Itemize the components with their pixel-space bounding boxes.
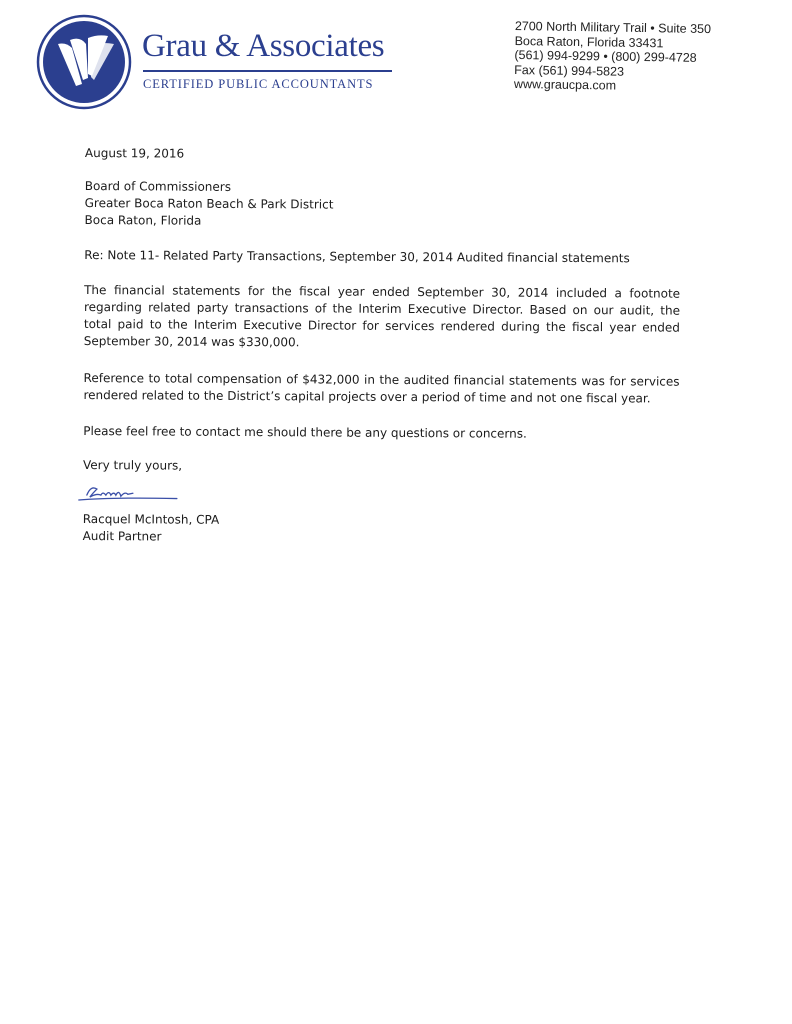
- address-line-city: Boca Raton, Florida 33431: [514, 33, 664, 50]
- body-paragraph: Please feel free to contact me should there be any questions or concerns.: [83, 423, 527, 441]
- recipient-block: [84, 178, 333, 231]
- address-line-phone: (561) 994-9299 • (800) 299-4728: [514, 47, 697, 65]
- firm-logo-icon: [36, 14, 132, 110]
- recipient-line: Boca Raton, Florida: [84, 212, 202, 228]
- firm-name: Grau & Associates: [142, 28, 385, 64]
- firm-address-block: [514, 19, 711, 95]
- address-line-fax: Fax (561) 994-5823: [514, 62, 625, 79]
- body-paragraph: The financial statements for the fiscal year ended September 30, 2014 included a footnote regarding related party transactions of the Interim Executive Director. Based on our audit, the total paid to the Interim Executive Director for services rendered during the fiscal year ended September 30, 2014 was $330,000.: [83, 282, 681, 350]
- letter-date: August 19, 2016: [84, 145, 185, 161]
- address-line-street: 2700 North Military Trail • Suite 350: [514, 19, 712, 37]
- recipient-line: Board of Commissioners: [84, 178, 232, 194]
- firm-name-divider: [143, 70, 392, 72]
- recipient-line: Greater Boca Raton Beach & Park District: [84, 195, 334, 212]
- address-line-website[interactable]: www.graucpa.com: [513, 76, 617, 93]
- letter-body: [82, 145, 685, 544]
- signer-block: [83, 511, 220, 546]
- firm-subtitle: CERTIFIED PUBLIC ACCOUNTANTS: [143, 77, 374, 91]
- signer-title: Audit Partner: [82, 528, 162, 544]
- subject-line: Re: Note 11- Related Party Transactions, September 30, 2014 Audited financial statements: [84, 247, 630, 266]
- signer-name: Racquel McIntosh, CPA: [82, 511, 220, 527]
- handwritten-signature: [73, 479, 183, 510]
- body-paragraph: Reference to total compensation of $432,000 in the audited financial statements was for services rendered related to the District’s capital projects over a period of time and not one fiscal year.: [83, 370, 680, 406]
- closing-line: Very truly yours,: [83, 457, 183, 473]
